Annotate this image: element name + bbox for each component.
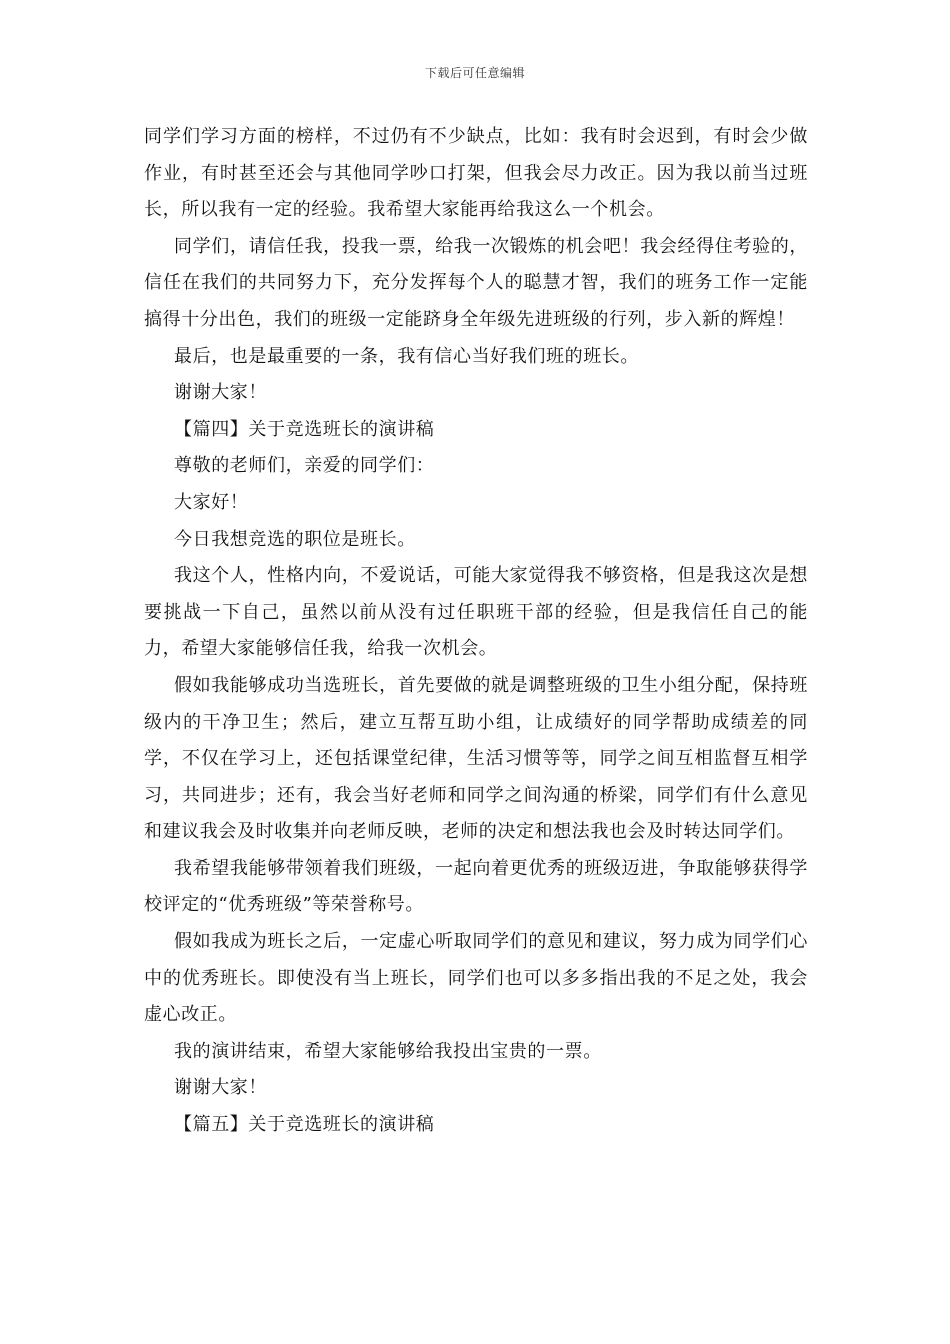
paragraph: 我这个人，性格内向，不爱说话，可能大家觉得我不够资格，但是我这次是想要挑战一下自己，虽然以前从没有过任职班干部的经验，但是我信任自己的能力，希望大家能够信任我，给我一次机会。	[144, 565, 808, 660]
paragraph: 尊敬的老师们，亲爱的同学们：	[174, 455, 435, 477]
paragraph: 我希望我能够带领着我们班级，一起向着更优秀的班级迈进，争取能够获得学校评定的“优秀班级”等荣誉称号。	[144, 857, 808, 916]
paragraph: 同学们，请信任我，投我一票，给我一次锻炼的机会吧！我会经得住考验的，信任在我们的共同努力下，充分发挥每个人的聪慧才智，我们的班务工作一定能搞得十分出色，我们的班级一定能跻身全年级先进班级的行列，步入新的辉煌！	[144, 235, 808, 330]
paragraph: 谢谢大家！	[174, 382, 267, 404]
section-heading: 【篇五】关于竞选班长的演讲稿	[174, 1114, 435, 1136]
section-heading: 【篇四】关于竞选班长的演讲稿	[174, 418, 435, 440]
paragraph: 今日我想竞选的职位是班长。	[174, 528, 416, 550]
page-header: 下载后可任意编辑	[424, 66, 525, 80]
paragraph: 我的演讲结束，希望大家能够给我投出宝贵的一票。	[174, 1040, 602, 1062]
paragraph: 最后，也是最重要的一条，我有信心当好我们班的班长。	[174, 345, 639, 367]
paragraph: 谢谢大家！	[174, 1077, 267, 1099]
document-body	[144, 119, 808, 1144]
paragraph: 假如我成为班长之后，一定虚心听取同学们的意见和建议，努力成为同学们心中的优秀班长。即使没有当上班长，同学们也可以多多指出我的不足之处，我会虚心改正。	[144, 931, 808, 1026]
paragraph: 大家好！	[174, 491, 249, 513]
paragraph: 假如我能够成功当选班长，首先要做的就是调整班级的卫生小组分配，保持班级内的干净卫生；然后，建立互帮互助小组，让成绩好的同学帮助成绩差的同学，不仅在学习上，还包括课堂纪律，生活习惯等等，同学之间互相监督互相学习，共同进步；还有，我会当好老师和同学之间沟通的桥梁，同学们有什么意见和建议我会及时收集并向老师反映，老师的决定和想法我也会及时转达同学们。	[144, 674, 808, 843]
paragraph: 同学们学习方面的榜样，不过仍有不少缺点，比如：我有时会迟到，有时会少做作业，有时甚至还会与其他同学吵口打架，但我会尽力改正。因为我以前当过班长，所以我有一定的经验。我希望大家能再给我这么一个机会。	[144, 126, 808, 221]
